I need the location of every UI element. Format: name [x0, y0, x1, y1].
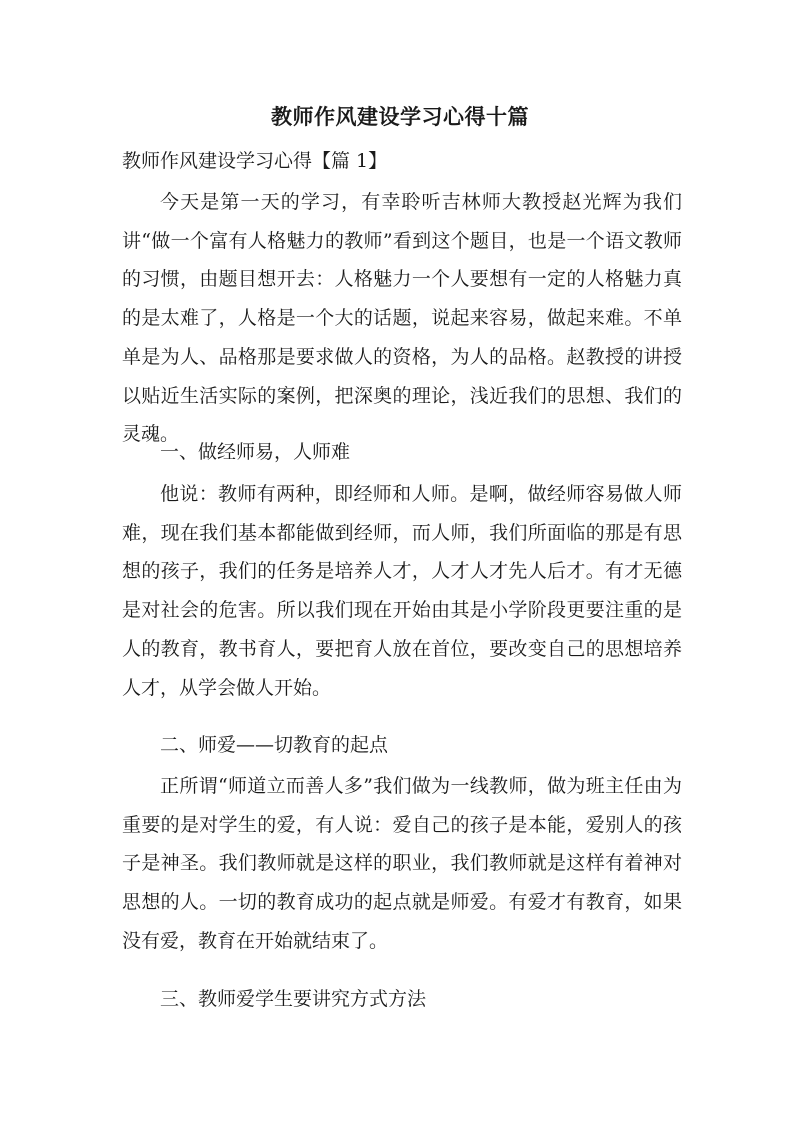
section-subtitle: 教师作风建设学习心得【篇 1】	[122, 150, 388, 172]
paragraph-two: 他说：教师有两种，即经师和人师。是啊，做经师容易做人师难，现在我们基本都能做到经师，而人师，我们所面临的那是有思想的孩子，我们的任务是培养人才，人才人才先人后才。有才无德是对社会的危害。所以我们现在开始由其是小学阶段更要注重的是人的教育，教书育人，要把育人放在首位，要改变自己的思想培养人才，从学会做人开始。	[122, 483, 682, 699]
heading-one: 一、做经师易，人师难	[160, 441, 351, 463]
document-title: 教师作风建设学习心得十篇	[271, 104, 529, 129]
paragraph-three: 正所谓“师道立而善人多”我们做为一线教师，做为班主任由为重要的是对学生的爱，有人说：爱自己的孩子是本能，爱别人的孩子是神圣。我们教师就是这样的职业，我们教师就是这样有着神对思想的人。一切的教育成功的起点就是师爱。有爱才有教育，如果没有爱，教育在开始就结束了。	[122, 775, 682, 952]
heading-three: 三、教师爱学生要讲究方式方法	[160, 988, 427, 1010]
heading-two: 二、师爱——切教育的起点	[160, 734, 389, 756]
paragraph-intro: 今天是第一天的学习，有幸聆听吉林师大教授赵光辉为我们讲“做一个富有人格魅力的教师”看到这个题目，也是一个语文教师的习惯，由题目想开去：人格魅力一个人要想有一定的人格魅力真的是太难了，人格是一个大的话题，说起来容易，做起来难。不单单是为人、品格那是要求做人的资格，为人的品格。赵教授的讲授以贴近生活实际的案例，把深奥的理论，浅近我们的思想、我们的灵魂。	[122, 191, 682, 446]
